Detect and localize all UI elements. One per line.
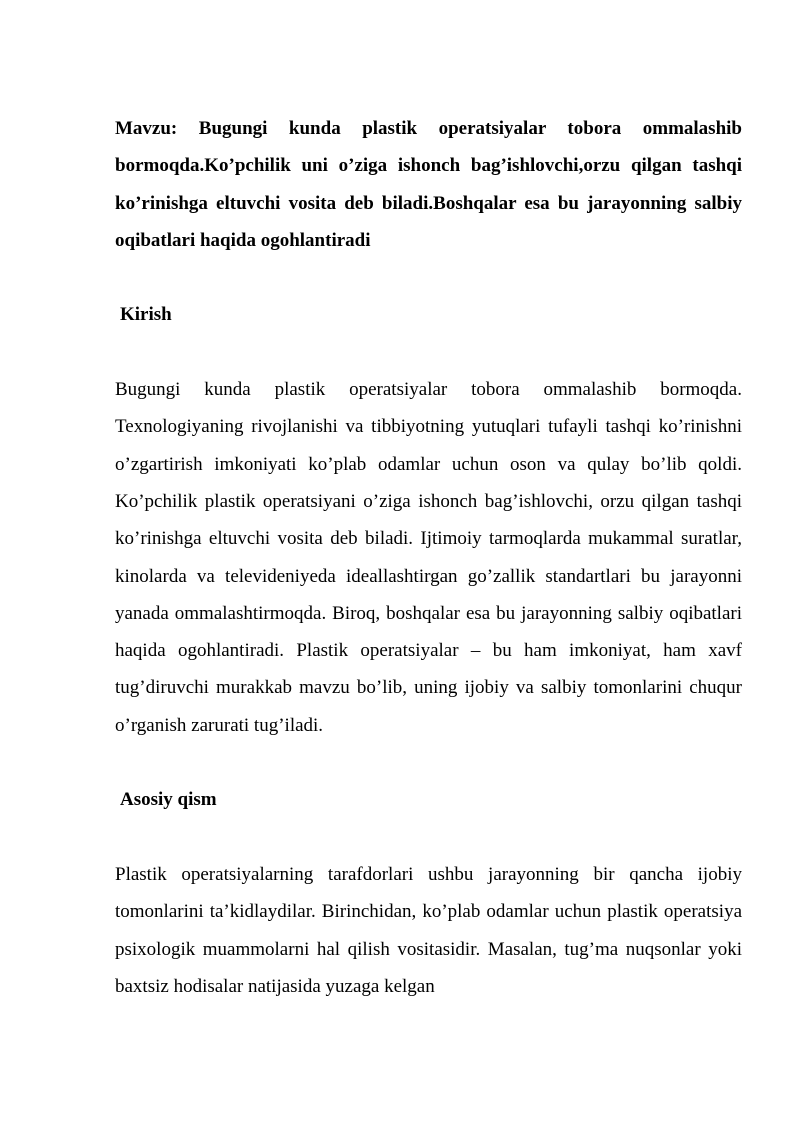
document-content — [115, 110, 742, 1005]
section-body-intro: Bugungi kunda plastik operatsiyalar tobora ommalashib bormoqda. Texnologiyaning rivojlanishi va tibbiyotning yutuqlari tufayli tashqi ko’rinishni o’zgartirish imkoniyati ko’plab odamlar uchun oson va qulay bo’lib qoldi. Ko’pchilik plastik operatsiyani o’ziga ishonch bag’ishlovchi, orzu qilgan tashqi ko’rinishga eltuvchi vosita deb biladi. Ijtimoiy tarmoqlarda mukammal suratlar, kinolarda va televideniyeda ideallashtirgan go’zallik standartlari bu jarayonni yanada ommalashtirmoqda. Biroq, boshqalar esa bu jarayonning salbiy oqibatlari haqida ogohlantiradi. Plastik operatsiyalar – bu ham imkoniyat, ham xavf tug’diruvchi murakkab mavzu bo’lib, uning ijobiy va salbiy tomonlarini chuqur o’rganish zarurati tug’iladi. — [115, 379, 742, 736]
section-heading-intro: Kirish — [120, 304, 172, 326]
spacer — [115, 744, 742, 781]
section-heading-main: Asosiy qism — [120, 789, 217, 811]
spacer — [115, 334, 742, 371]
spacer — [115, 819, 742, 856]
document-title: Mavzu: Bugungi kunda plastik operatsiyalar tobora ommalashib bormoqda.Ko’pchilik uni o’ziga ishonch bag’ishlovchi,orzu qilgan tashqi ko’rinishga eltuvchi vosita deb biladi.Boshqalar esa bu jarayonning salbiy oqibatlari haqida ogohlantiradi — [115, 118, 742, 251]
spacer — [115, 259, 742, 296]
section-body-main: Plastik operatsiyalarning tarafdorlari ushbu jarayonning bir qancha ijobiy tomonlarini ta’kidlaydilar. Birinchidan, ko’plab odamlar uchun plastik operatsiya psixologik muammolarni hal qilish vositasidir. Masalan, tug’ma nuqsonlar yoki baxtsiz hodisalar natijasida yuzaga kelgan — [115, 863, 742, 997]
